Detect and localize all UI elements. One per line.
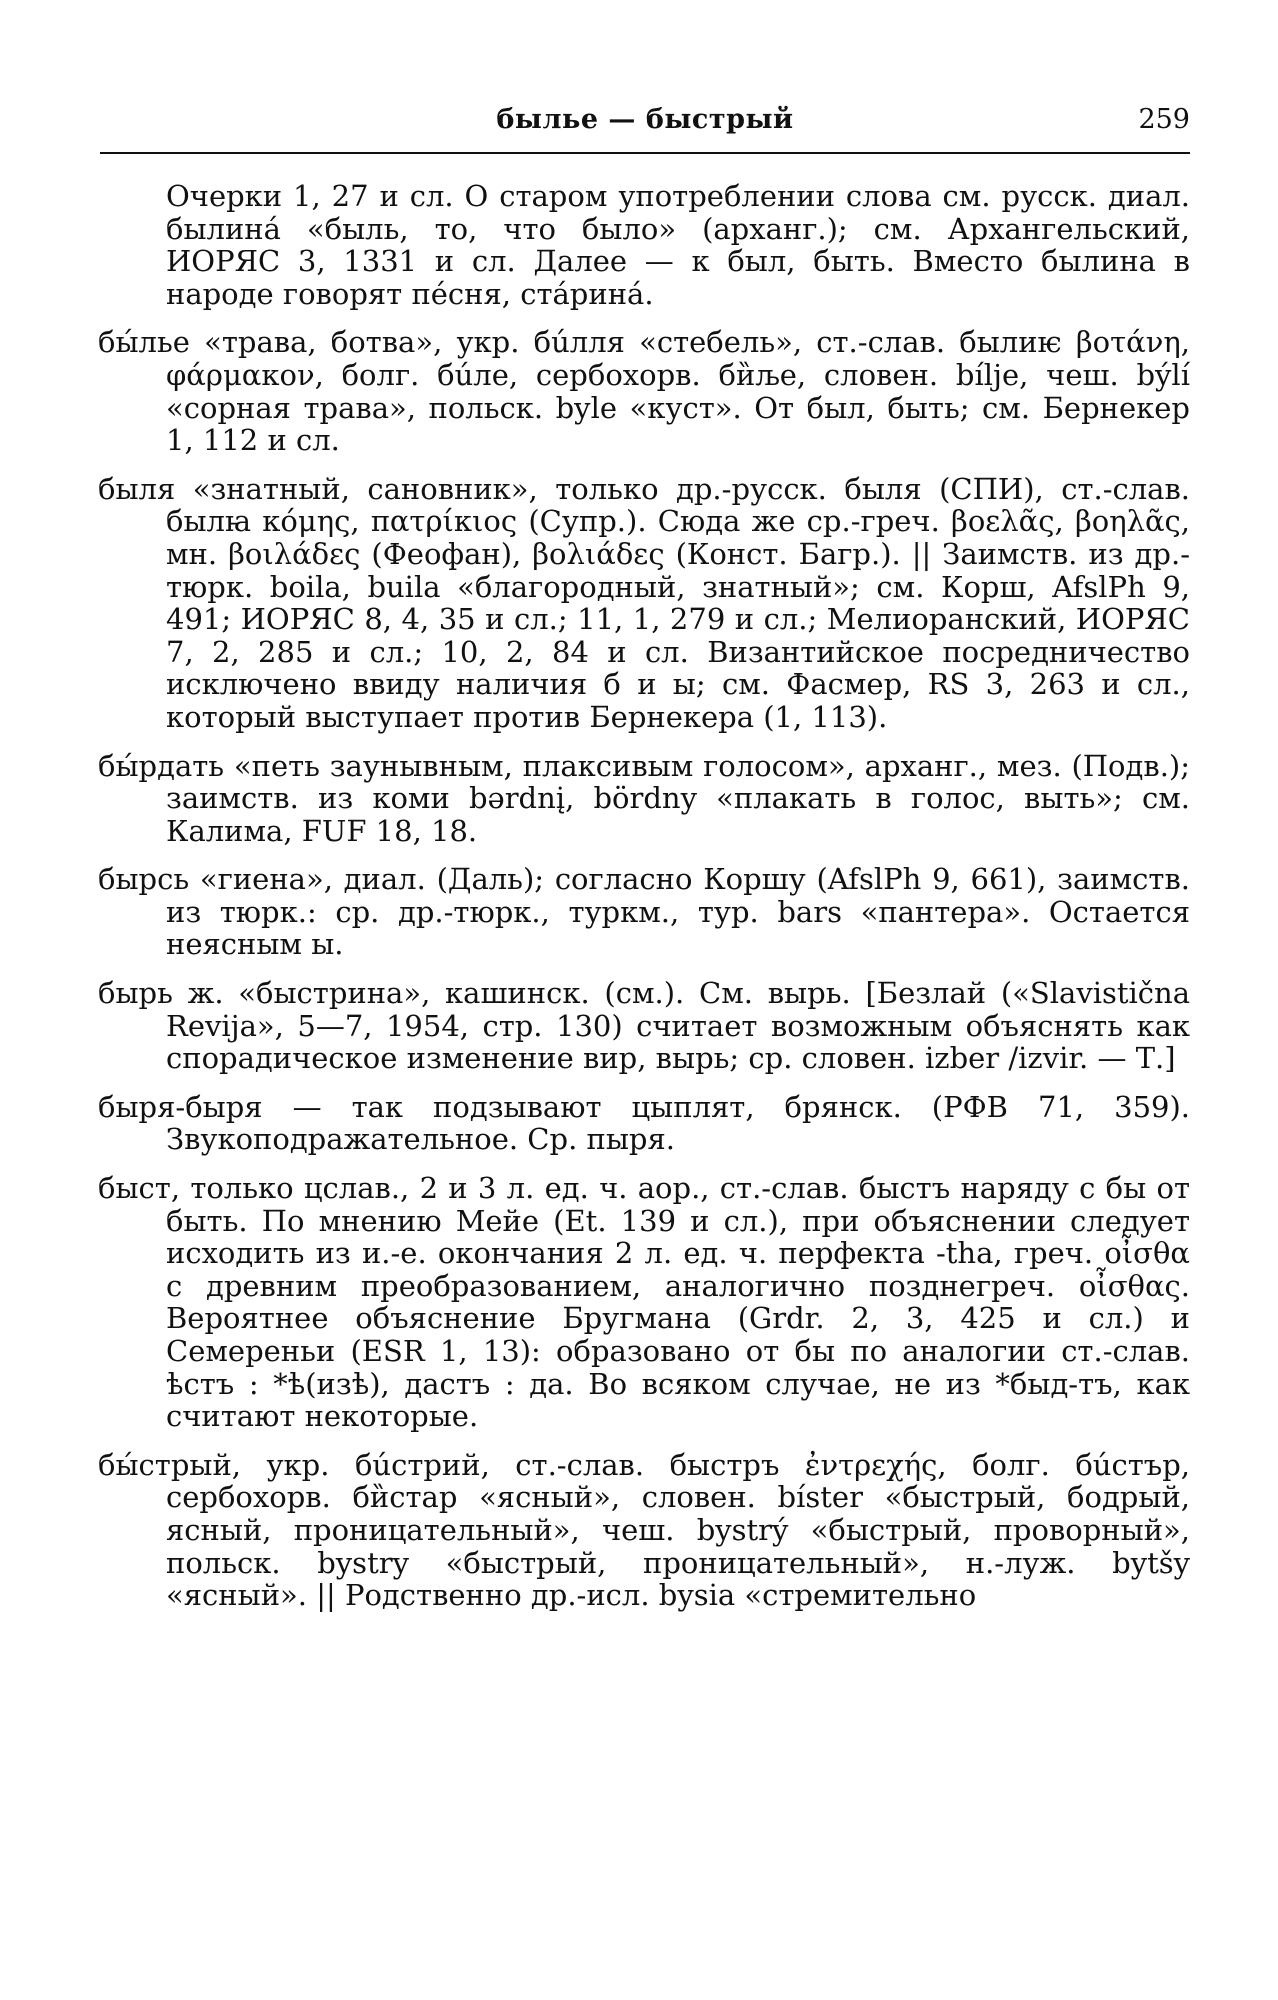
entry-byrdat: бы́рдать «петь заунывным, плаксивым голосом», арханг., мез. (Подв.); заимств. из коми bərdnį, bördny «плакать в голос, выть»; см. Калима, FUF 18, 18. (98, 748, 1200, 848)
entry-byr: бырь ж. «быстрина», кашинск. (см.). См. вырь. [Безлай («Slavistična Revija», 5—7, 1954, стр. 130) считает возможным объяснять как спорадическое изменение вир, вырь; ср. словен. izber /izvir. — Т.] (98, 976, 1200, 1076)
running-title: былье — быстрый (496, 104, 794, 135)
entry-bylya: быля «знатный, сановник», только др.-русск. быля (СПИ), ст.-слав. былꙗ κόμης, πατρίκιος (Супр.). Сюда же ср.-греч. βοελᾶς, βοηλᾶς, мн. βοιλάδες (Феофан), βολιάδες (Конст. Багр.). || Заимств. из др.-тюрк. boila, buila «благородный, знатный»; см. Корш, AfslPh 9, 491; ИОРЯС 8, 4, 35 и сл.; 11, 1, 279 и сл.; Мелиоранский, ИОРЯС 7, 2, 285 и сл.; 10, 2, 84 и сл. Византийское посредничество исключено ввиду наличия б и ы; см. Фасмер, RS 3, 263 и сл., который выступает против Бернекера (1, 113). (98, 471, 1200, 734)
running-head (100, 104, 1190, 144)
page-number: 259 (1138, 104, 1190, 135)
entry-byrs: бырсь «гиена», диал. (Даль); согласно Коршу (AfslPh 9, 661), заимств. из тюрк.: ср. др.-тюрк., туркм., тур. bars «пантера». Остается неясным ы. (98, 862, 1200, 962)
entry-bystry: бы́стрый, укр. бúстрий, ст.-слав. быстръ ἐντρεχής, болг. бúстър, сербохорв. би̏стар «ясный», словен. bíster «быстрый, бодрый, ясный, проницательный», чеш. bystrý «быстрый, проворный», польск. bystry «быстрый, проницательный», н.-луж. bytšy «ясный». || Родственно др.-исл. bysia «стремительно (98, 1447, 1200, 1613)
dictionary-body (98, 179, 1200, 1628)
entry-byst: быст, только цслав., 2 и 3 л. ед. ч. аор., ст.-слав. быстъ наряду с бы от быть. По мнению Мейе (Et. 139 и сл.), при объяснении следует исходить из и.-е. окончания 2 л. ед. ч. перфекта -tha, греч. οἶσθα с древним преобразованием, аналогично позднегреч. οἶσθας. Вероятнее объяснение Бругмана (Grdr. 2, 3, 425 и сл.) и Семереньи (ESR 1, 13): образовано от бы по аналогии ст.-слав. ѣстъ : *ѣ(изѣ), дастъ : да. Во всяком случае, не из *быд-тъ, как считают некоторые. (98, 1171, 1200, 1434)
entry-continuation: Очерки 1, 27 и сл. О старом употреблении слова см. русск. диал. былина́ «быль, то, что было» (арханг.); см. Архангельский, ИОРЯС 3, 1331 и сл. Далее — к был, быть. Вместо былина в народе говорят пе́сня, ста́рина́. (166, 179, 1200, 311)
entry-bylye: бы́лье «трава, ботва», укр. бúлля «стебель», ст.-слав. былиѥ βοτάνη, φάρμακον, болг. бúле, сербохорв. би̏ље, словен. bílje, чеш. býlí «сорная трава», польск. byle «куст». От был, быть; см. Бернекер 1, 112 и сл. (98, 325, 1200, 458)
header-rule (100, 152, 1190, 154)
entry-bYrya-byrya: быря-быря — так подзывают цыплят, брянск. (РФВ 71, 359). Звукоподражательное. Ср. пыря. (98, 1089, 1200, 1157)
